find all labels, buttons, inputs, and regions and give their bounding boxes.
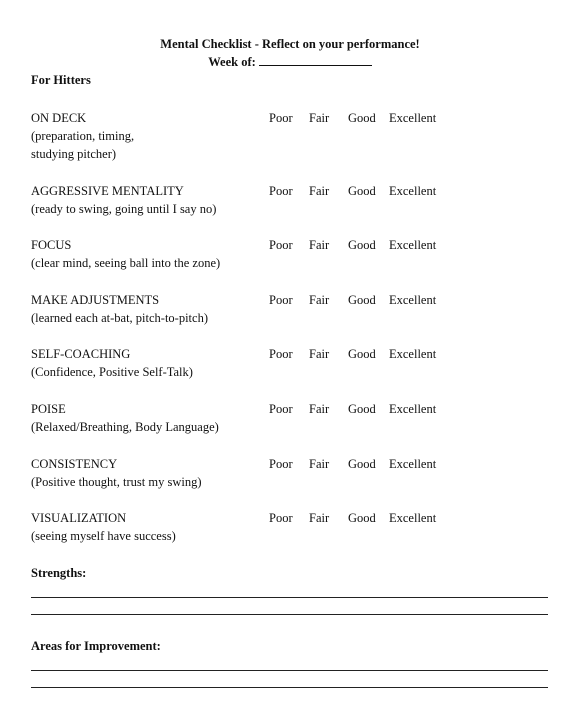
rating-poor[interactable]: Poor (269, 293, 293, 307)
checklist-item-on-deck (31, 109, 551, 163)
item-desc-line: (preparation, timing, (31, 129, 135, 143)
item-name: SELF-COACHING (31, 347, 131, 361)
rating-good[interactable]: Good (348, 238, 376, 252)
item-name: MAKE ADJUSTMENTS (31, 293, 160, 307)
rating-poor[interactable]: Poor (269, 238, 293, 252)
rating-excellent[interactable]: Excellent (389, 457, 437, 471)
item-desc-line: (ready to swing, going until I say no) (31, 202, 217, 216)
rating-good[interactable]: Good (348, 184, 376, 198)
rating-good[interactable]: Good (348, 402, 376, 416)
rating-good[interactable]: Good (348, 293, 376, 307)
week-of-row (0, 53, 580, 71)
rating-good[interactable]: Good (348, 347, 376, 361)
checklist-item-make-adjustments (31, 291, 551, 327)
strengths-write-line[interactable] (31, 614, 548, 615)
rating-excellent[interactable]: Excellent (389, 347, 437, 361)
strengths-write-line[interactable] (31, 597, 548, 598)
rating-excellent[interactable]: Excellent (389, 402, 437, 416)
item-desc-line: (Relaxed/Breathing, Body Language) (31, 420, 219, 434)
rating-fair[interactable]: Fair (309, 184, 330, 198)
item-name: AGGRESSIVE MENTALITY (31, 184, 184, 198)
rating-poor[interactable]: Poor (269, 402, 293, 416)
item-desc-line: (Confidence, Positive Self-Talk) (31, 365, 193, 379)
rating-fair[interactable]: Fair (309, 511, 330, 525)
item-name: VISUALIZATION (31, 511, 127, 525)
rating-poor[interactable]: Poor (269, 184, 293, 198)
checklist-item-focus (31, 236, 551, 272)
improvement-heading: Areas for Improvement: (31, 639, 161, 653)
item-name: ON DECK (31, 111, 87, 125)
rating-fair[interactable]: Fair (309, 111, 330, 125)
checklist-item-visualization (31, 509, 551, 545)
item-desc-line: (Positive thought, trust my swing) (31, 475, 202, 489)
rating-excellent[interactable]: Excellent (389, 184, 437, 198)
rating-fair[interactable]: Fair (309, 457, 330, 471)
improvement-write-line[interactable] (31, 687, 548, 688)
item-desc-line: studying pitcher) (31, 147, 117, 161)
checklist-item-self-coaching (31, 345, 551, 381)
item-desc-line: (seeing myself have success) (31, 529, 176, 543)
item-name: FOCUS (31, 238, 72, 252)
week-of-label: Week of: (208, 55, 256, 69)
rating-poor[interactable]: Poor (269, 347, 293, 361)
rating-excellent[interactable]: Excellent (389, 238, 437, 252)
improvement-write-line[interactable] (31, 670, 548, 671)
rating-good[interactable]: Good (348, 511, 376, 525)
rating-fair[interactable]: Fair (309, 347, 330, 361)
rating-excellent[interactable]: Excellent (389, 111, 437, 125)
rating-excellent[interactable]: Excellent (389, 511, 437, 525)
item-name: POISE (31, 402, 66, 416)
rating-poor[interactable]: Poor (269, 457, 293, 471)
rating-good[interactable]: Good (348, 457, 376, 471)
rating-fair[interactable]: Fair (309, 402, 330, 416)
page-title: Mental Checklist - Reflect on your performance! (160, 37, 420, 51)
rating-poor[interactable]: Poor (269, 511, 293, 525)
rating-good[interactable]: Good (348, 111, 376, 125)
checklist-item-poise (31, 400, 551, 436)
rating-poor[interactable]: Poor (269, 111, 293, 125)
item-name: CONSISTENCY (31, 457, 118, 471)
checklist-item-aggressive-mentality (31, 182, 551, 218)
strengths-heading: Strengths: (31, 566, 87, 580)
rating-fair[interactable]: Fair (309, 293, 330, 307)
item-desc-line: (learned each at-bat, pitch-to-pitch) (31, 311, 208, 325)
week-of-input-line[interactable] (259, 53, 372, 66)
rating-excellent[interactable]: Excellent (389, 293, 437, 307)
section-title: For Hitters (31, 73, 91, 87)
checklist-item-consistency (31, 455, 551, 491)
item-desc-line: (clear mind, seeing ball into the zone) (31, 256, 221, 270)
rating-fair[interactable]: Fair (309, 238, 330, 252)
